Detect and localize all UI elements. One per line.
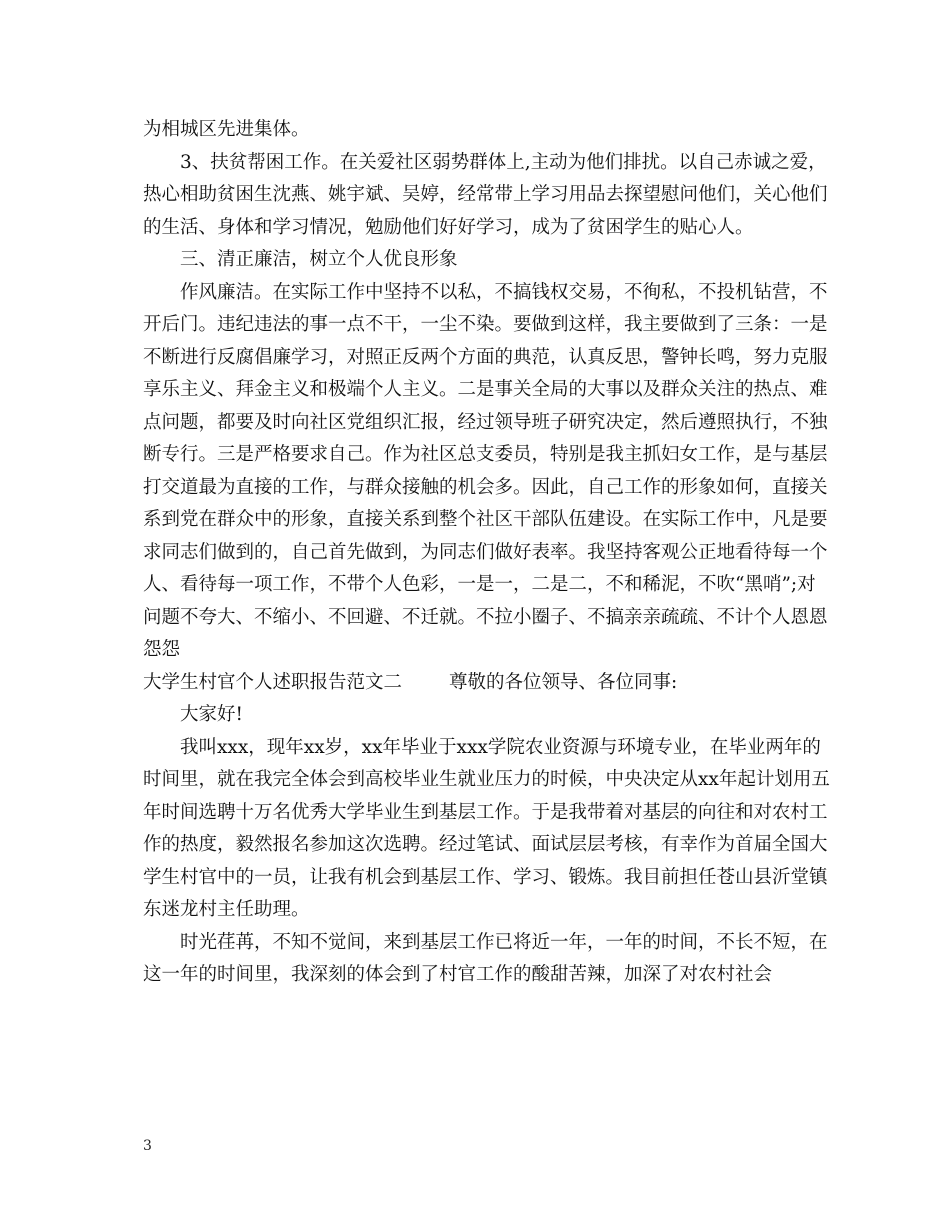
page-number: 3	[143, 1138, 152, 1154]
paragraph: 作风廉洁。在实际工作中坚持不以私，不搞钱权交易，不徇私，不投机钻营，不开后门。违纪违法的事一点不干，一尘不染。要做到这样，我主要做到了三条：一是不断进行反腐倡廉学习，对照正反两个方面的典范，认真反思，警钟长鸣，努力克服享乐主义、拜金主义和极端个人主义。二是事关全局的大事以及群众关注的热点、难点问题，都要及时向社区党组织汇报，经过领导班子研究决定，然后遵照执行，不独断专行。三是严格要求自己。作为社区总支委员，特别是我主抓妇女工作，是与基层打交道最为直接的工作，与群众接触的机会多。因此，自己工作的形象如何，直接关系到党在群众中的形象，直接关系到整个社区干部队伍建设。在实际工作中，凡是要求同志们做到的，自己首先做到，为同志们做好表率。我坚持客观公正地看待每一个人、看待每一项工作，不带个人色彩，一是一，二是二，不和稀泥，不吹“黑哨”;对问题不夸大、不缩小、不回避、不迁就。不拉小圈子、不搞亲亲疏疏、不计个人恩恩怨怨	[143, 281, 828, 660]
paragraph: 3、扶贫帮困工作。在关爱社区弱势群体上,主动为他们排扰。以自己赤诚之爱，热心相助贫困生沈燕、姚宇斌、吴婷，经常带上学习用品去探望慰问他们，关心他们的生活、身体和学习情况，勉励他们好好学习，成为了贫困学生的贴心人。	[143, 151, 828, 238]
report-title-line: 大学生村官个人述职报告范文二 尊敬的各位领导、各位同事:	[143, 671, 678, 693]
greeting: 大家好!	[180, 704, 243, 725]
paragraph: 我叫xxx，现年xx岁，xx年毕业于xxx学院农业资源与环境专业，在毕业两年的时间里，就在我完全体会到高校毕业生就业压力的时候，中央决定从xx年起计划用五年时间选聘十万名优秀大学毕业生到基层工作。于是我带着对基层的向往和对农村工作的热度，毅然报名参加这次选聘。经过笔试、面试层层考核，有幸作为首届全国大学生村官中的一员，让我有机会到基层工作、学习、锻炼。我目前担任苍山县沂堂镇东迷龙村主任助理。	[143, 736, 830, 920]
paragraph: 为相城区先进集体。	[143, 119, 310, 140]
body-text	[143, 114, 833, 992]
paragraph: 时光荏苒，不知不觉间，来到基层工作已将近一年，一年的时间，不长不短，在这一年的时间里，我深刻的体会到了村官工作的酸甜苦辣，加深了对农村社会	[143, 931, 828, 985]
section-heading: 三、清正廉洁，树立个人优良形象	[180, 249, 458, 270]
